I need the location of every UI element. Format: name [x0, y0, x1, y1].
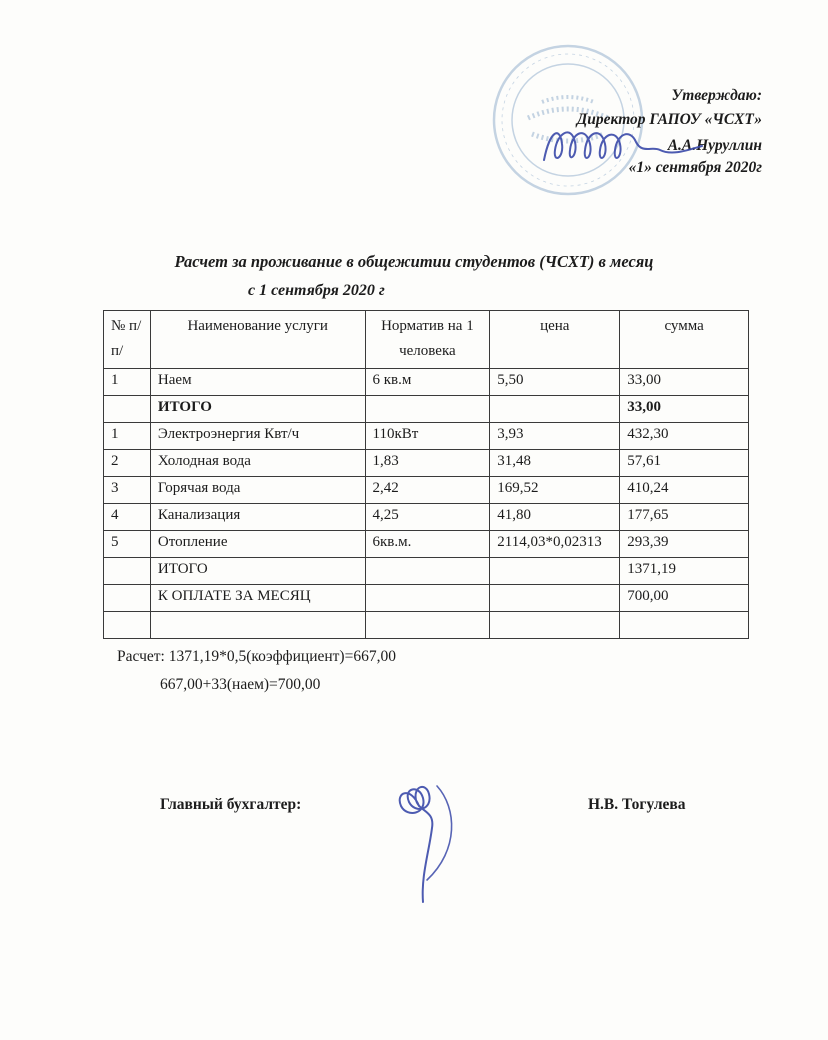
cell-price: 3,93: [490, 422, 620, 449]
cell-price: 31,48: [490, 449, 620, 476]
cell-price: [490, 611, 620, 638]
cell-norm: 1,83: [365, 449, 490, 476]
table-row: [104, 368, 749, 395]
cell-sum: 1371,19: [620, 557, 749, 584]
approval-line-2: Директор ГАПОУ «ЧСХТ»: [576, 111, 762, 129]
calc-note-2: 667,00+33(наем)=700,00: [160, 676, 321, 693]
cell-sum: 410,24: [620, 476, 749, 503]
cell-norm: 6 кв.м: [365, 368, 490, 395]
cell-service: ИТОГО: [150, 395, 365, 422]
approval-date: «1» сентября 2020г: [628, 159, 762, 177]
cell-sum: 177,65: [620, 503, 749, 530]
cell-sum: [620, 611, 749, 638]
table-row: [104, 584, 749, 611]
calc-table: [103, 310, 749, 639]
cell-norm: [365, 584, 490, 611]
approval-block: [432, 84, 762, 180]
cell-sum: 33,00: [620, 368, 749, 395]
cell-sum: 57,61: [620, 449, 749, 476]
cell-sum: 432,30: [620, 422, 749, 449]
cell-num: 1: [104, 368, 151, 395]
header-sum: сумма: [620, 311, 749, 369]
cell-service: К ОПЛАТЕ ЗА МЕСЯЦ: [150, 584, 365, 611]
table-row: [104, 530, 749, 557]
cell-num: 5: [104, 530, 151, 557]
cell-num: [104, 395, 151, 422]
cell-price: 169,52: [490, 476, 620, 503]
table-row: [104, 422, 749, 449]
table-row: [104, 476, 749, 503]
accountant-name: Н.В. Тогулева: [588, 796, 686, 813]
approval-line-1: Утверждаю:: [671, 87, 762, 104]
cell-service: Горячая вода: [150, 476, 365, 503]
header-norm: Норматив на 1 человека: [365, 311, 490, 369]
document-title: Расчет за проживание в общежитии студентов (ЧСХТ) в месяц: [174, 252, 654, 271]
cell-num: 2: [104, 449, 151, 476]
document-subtitle: с 1 сентября 2020 г: [248, 282, 385, 299]
cell-service: Канализация: [150, 503, 365, 530]
accountant-signature: [385, 780, 485, 910]
cell-norm: 6кв.м.: [365, 530, 490, 557]
cell-num: 3: [104, 476, 151, 503]
cell-price: [490, 395, 620, 422]
header-price: цена: [490, 311, 620, 369]
cell-norm: [365, 395, 490, 422]
cell-price: [490, 584, 620, 611]
table-row: [104, 557, 749, 584]
cell-service: ИТОГО: [150, 557, 365, 584]
cell-price: 5,50: [490, 368, 620, 395]
cell-num: [104, 611, 151, 638]
cell-norm: 4,25: [365, 503, 490, 530]
cell-sum: 700,00: [620, 584, 749, 611]
cell-service: Отопление: [150, 530, 365, 557]
cell-num: [104, 584, 151, 611]
cell-service: Наем: [150, 368, 365, 395]
cell-service: Холодная вода: [150, 449, 365, 476]
cell-price: 41,80: [490, 503, 620, 530]
cell-num: 4: [104, 503, 151, 530]
header-num: № п/п/: [104, 311, 151, 369]
approval-signer-name: А.А.Нуруллин: [667, 137, 762, 155]
table-row: [104, 449, 749, 476]
cell-sum: 293,39: [620, 530, 749, 557]
cell-service: Электроэнергия Квт/ч: [150, 422, 365, 449]
accountant-label: Главный бухгалтер:: [160, 796, 302, 813]
cell-norm: 110кВт: [365, 422, 490, 449]
cell-price: [490, 557, 620, 584]
cell-num: [104, 557, 151, 584]
table-row: [104, 611, 749, 638]
cell-norm: 2,42: [365, 476, 490, 503]
cell-sum: 33,00: [620, 395, 749, 422]
cell-norm: [365, 611, 490, 638]
cell-price: 2114,03*0,02313: [490, 530, 620, 557]
table-header-row: [104, 311, 749, 369]
header-service: Наименование услуги: [150, 311, 365, 369]
cell-num: 1: [104, 422, 151, 449]
table-row: [104, 503, 749, 530]
cell-service: [150, 611, 365, 638]
calc-note-1: Расчет: 1371,19*0,5(коэффициент)=667,00: [117, 648, 396, 665]
table-row: [104, 395, 749, 422]
cell-norm: [365, 557, 490, 584]
